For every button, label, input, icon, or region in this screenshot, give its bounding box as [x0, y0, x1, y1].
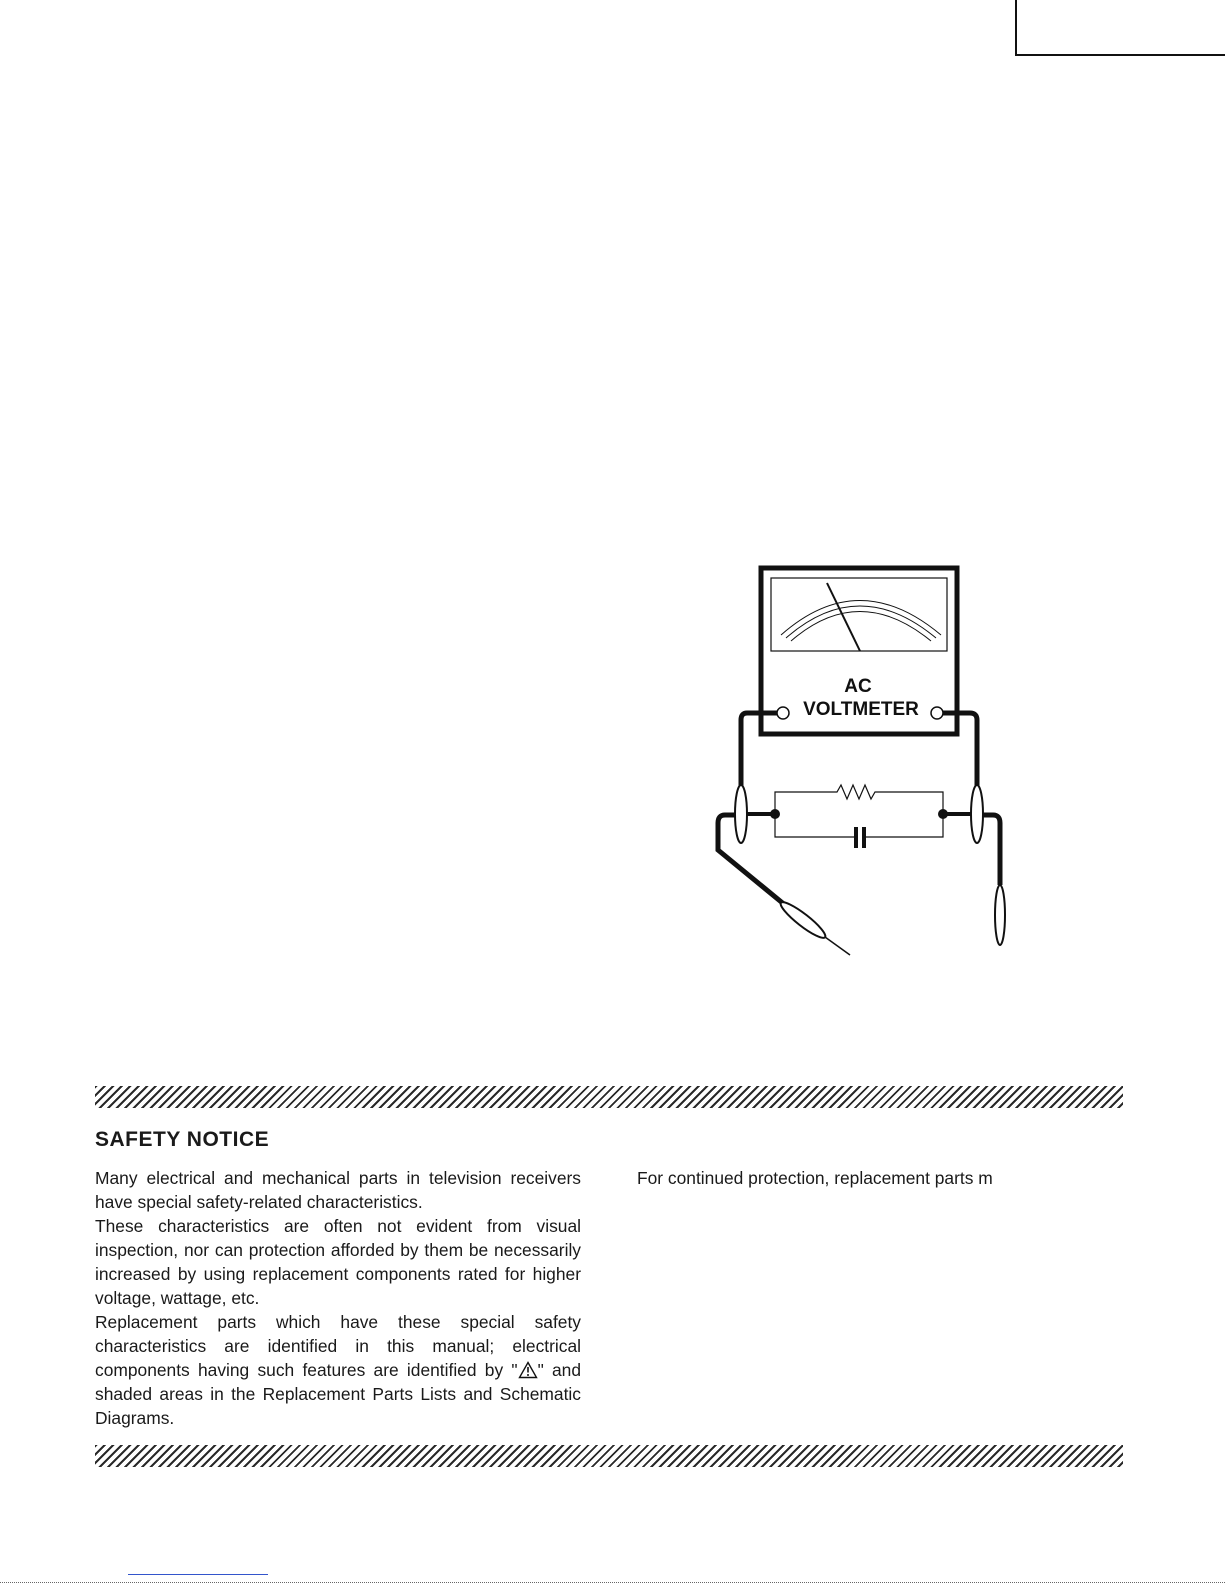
- capacitor-symbol: [854, 827, 858, 848]
- meter-terminal-left: [777, 707, 789, 719]
- safety-paragraph: These characteristics are often not evident from visual inspection, nor can protection afforded by them be necessarily increased by using replacement components rated for higher voltage, wattage, etc.: [95, 1216, 581, 1308]
- meter-label-voltmeter: VOLTMETER: [803, 699, 919, 720]
- hatched-divider-top: [95, 1086, 1123, 1108]
- probe-right: [995, 885, 1005, 945]
- footer-dotted-rule: [0, 1582, 1225, 1583]
- safety-notice-title: SAFETY NOTICE: [95, 1128, 270, 1151]
- meter-label-ac: AC: [844, 676, 872, 697]
- safety-paragraph-symbol: Replacement parts which have these special safety characteristics are identified in this manual; electrical components having such features are identified by " " and shaded areas in the Replacement Parts Lists and Schematic Diagrams.: [95, 1312, 581, 1428]
- probe-left: [777, 898, 829, 942]
- safety-paragraph: Many electrical and mechanical parts in television receivers have special safety-related characteristics.: [95, 1168, 581, 1212]
- resistor-symbol: [775, 785, 943, 814]
- page-corner-box: [1015, 0, 1225, 56]
- safety-notice-left-column: [95, 1166, 581, 1430]
- safety-notice-right-column: For continued protection, replacement parts m: [637, 1168, 993, 1188]
- ac-voltmeter-test-diagram: [715, 565, 1035, 965]
- hatched-divider-bottom: [95, 1445, 1123, 1467]
- warning-triangle-icon: [518, 1361, 538, 1379]
- footer-link-underline: [128, 1574, 268, 1575]
- meter-terminal-right: [931, 707, 943, 719]
